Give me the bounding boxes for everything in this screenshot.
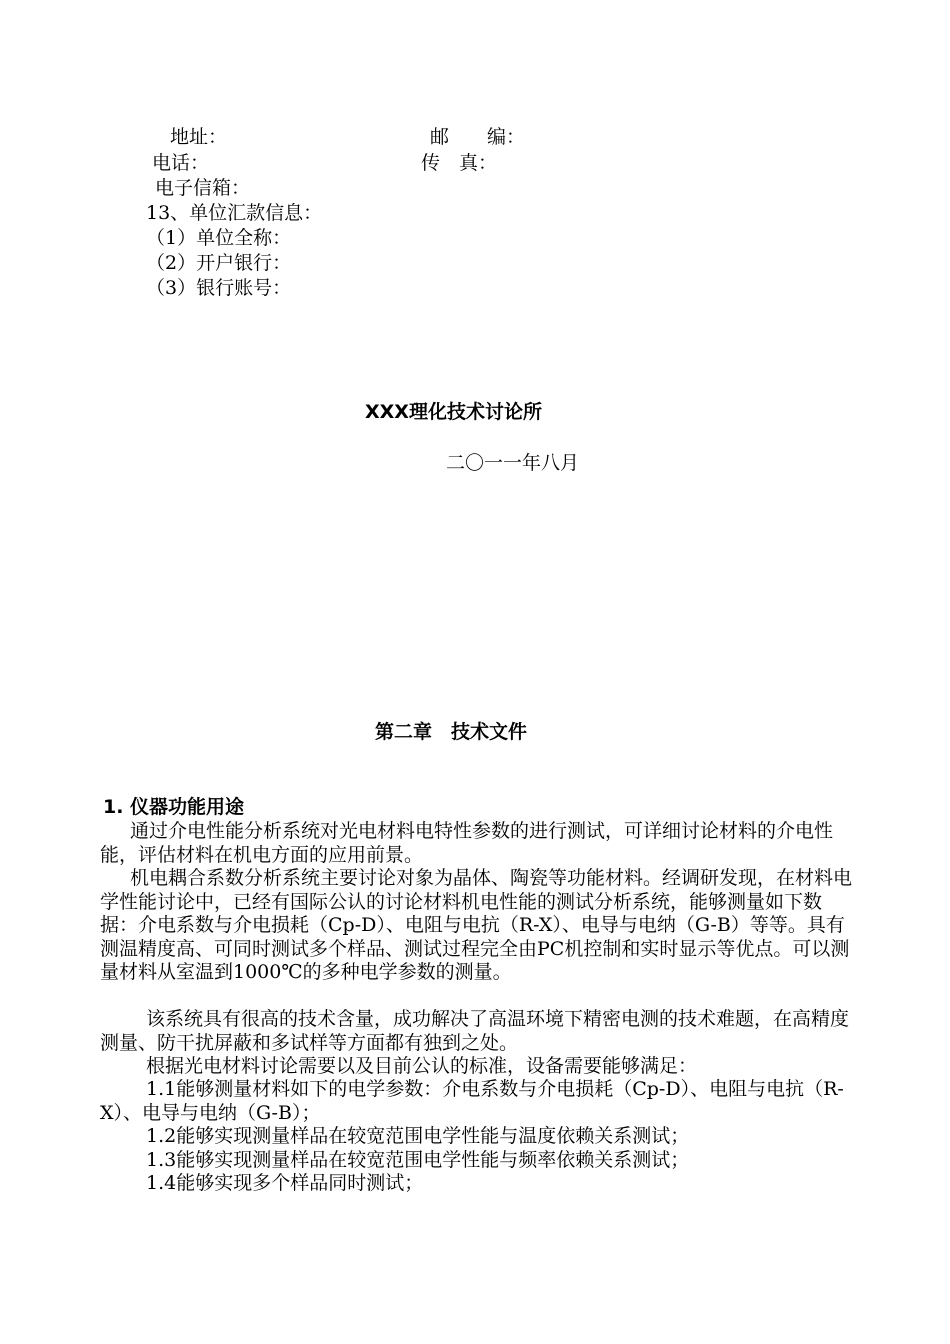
requirement-item-1-2: 1.2能够实现测量样品在较宽范围电学性能与温度依赖关系测试； [146, 1125, 690, 1147]
email-label: 电子信箱： [155, 177, 251, 199]
fax-label: 传 真： [421, 152, 498, 174]
chapter-title: 第二章 技术文件 [375, 721, 528, 743]
requirement-item-1-1: 1.1能够测量材料如下的电学参数：介电系数与介电损耗（Cp-D）、电阻与电抗（R-X）、电导与电纳（G-B）； [100, 1078, 844, 1124]
paragraph-intro: 通过介电性能分析系统对光电材料电特性参数的进行测试，可详细讨论材料的介电性能，评估材料在机电方面的应用前景。 [100, 820, 834, 866]
paragraph-system-description: 机电耦合系数分析系统主要讨论对象为晶体、陶瓷等功能材料。经调研发现，在材料电学性能讨论中，已经有国际公认的讨论材料机电性能的测试分析系统，能够测量如下数据：介电系数与介电损耗（Cp-D）、电阻与电抗（R-X）、电导与电纳（G-B）等等。具有测温精度高、可同时测试多个样品、测试过程完全由PC机控制和实时显示等优点。可以测量材料从室温到1000℃的多种电学参数的测量。 [100, 867, 853, 983]
remittance-bank: （2）开户银行： [146, 252, 292, 274]
requirement-item-1-4: 1.4能够实现多个样品同时测试； [146, 1172, 424, 1194]
section-heading: 1. 仪器功能用途 [103, 796, 245, 818]
organization-name: XXX理化技术讨论所 [365, 401, 542, 423]
requirement-item-1-3: 1.3能够实现测量样品在较宽范围电学性能与频率依赖关系测试； [146, 1149, 690, 1171]
remittance-heading: 13、单位汇款信息： [146, 202, 323, 224]
document-date: 二〇一一年八月 [446, 452, 580, 474]
paragraph-technical-content: 该系统具有很高的技术含量，成功解决了高温环境下精密电测的技术难题，在高精度测量、防干扰屏蔽和多试样等方面都有独到之处。 [100, 1008, 850, 1054]
remittance-account: （3）银行账号： [146, 277, 292, 299]
phone-label: 电话： [152, 152, 210, 174]
remittance-company-name: （1）单位全称： [146, 227, 292, 249]
postcode-label: 邮 编： [430, 126, 526, 148]
address-label: 地址： [170, 126, 228, 148]
paragraph-requirements-intro: 根据光电材料讨论需要以及目前公认的标准，设备需要能够满足： [146, 1055, 698, 1077]
